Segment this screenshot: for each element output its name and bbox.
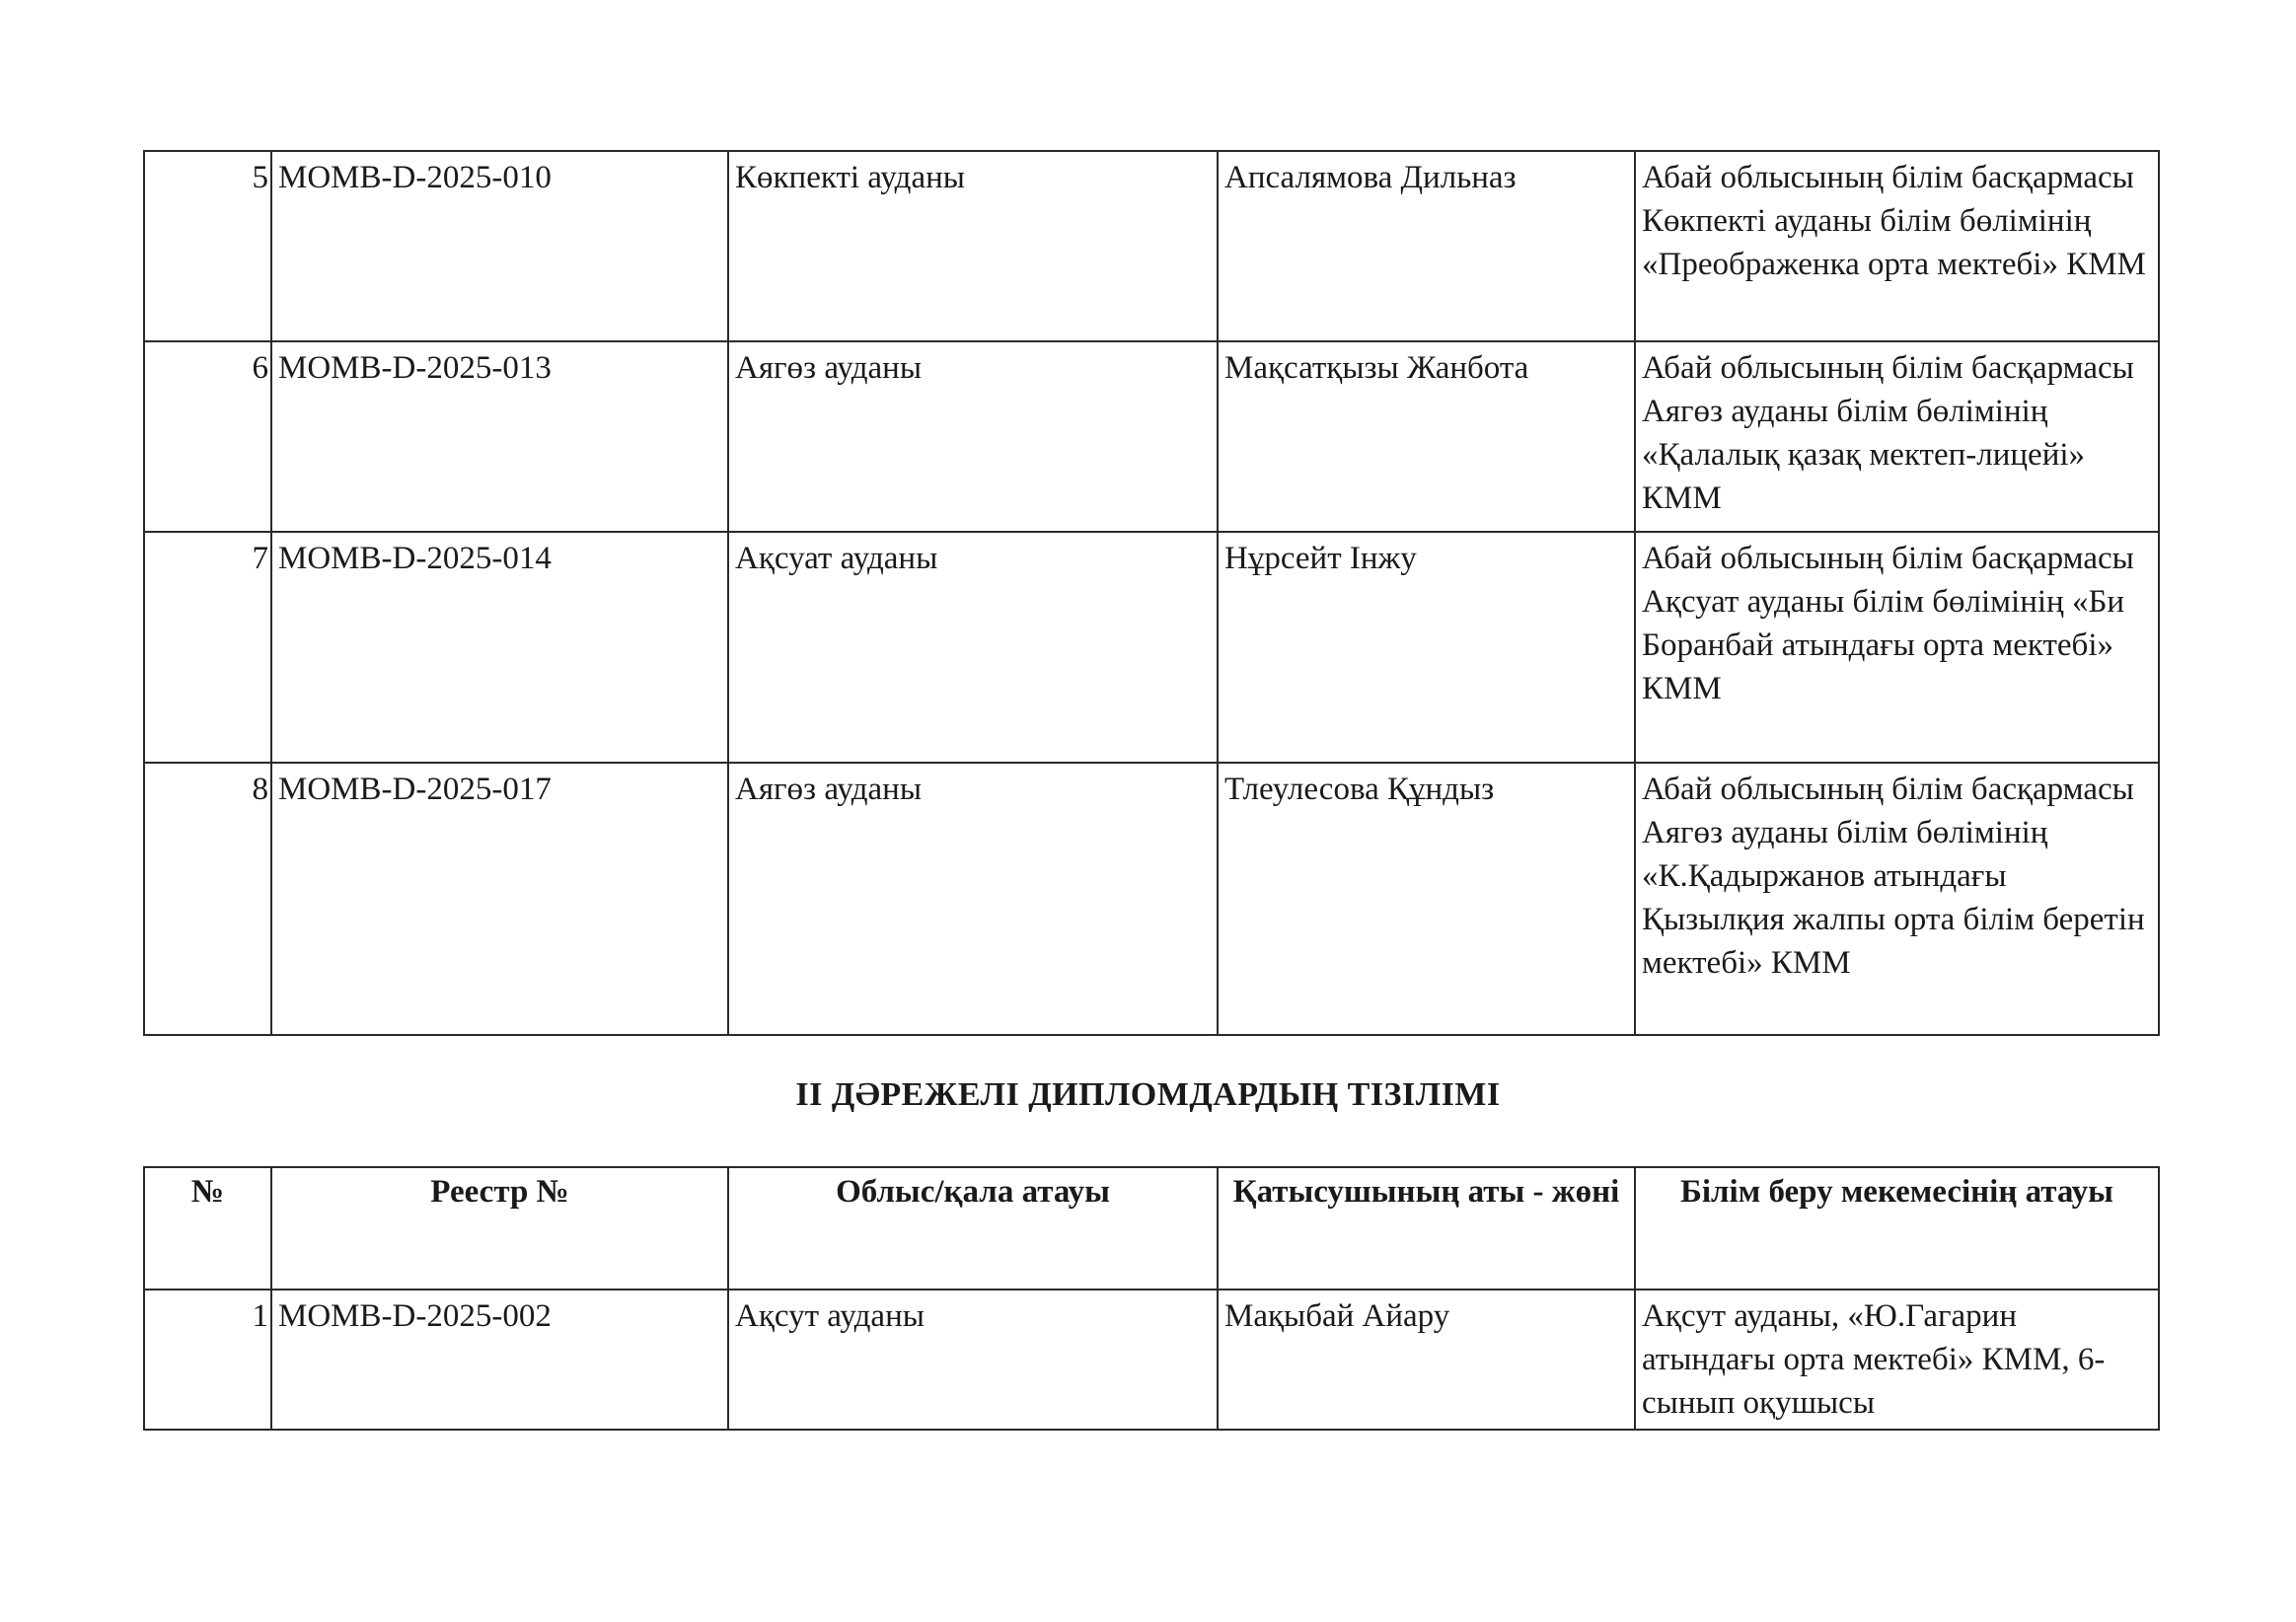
institution-name: Абай облысының білім басқармасы Ақсуат ауданы білім бөлімінің «Би Боранбай атындағы орта мектебі» КММ (1635, 532, 2159, 763)
institution-name: Абай облысының білім басқармасы Аягөз ауданы білім бөлімінің «Қалалық қазақ мектеп-лицейі» КММ (1635, 341, 2159, 532)
district-name: Ақсут ауданы (728, 1290, 1218, 1430)
row-number: 7 (144, 532, 271, 763)
diploma-registry-table-continued (143, 150, 2160, 1036)
row-number: 1 (144, 1290, 271, 1430)
participant-name: Мақыбай Айару (1218, 1290, 1635, 1430)
participant-name: Апсалямова Дильназ (1218, 151, 1635, 341)
participant-name: Тлеулесова Құндыз (1218, 763, 1635, 1035)
participant-name: Мақсатқызы Жанбота (1218, 341, 1635, 532)
table-row (144, 341, 2159, 532)
institution-name: Абай облысының білім басқармасы Көкпекті ауданы білім бөлімінің «Преображенка орта мектебі» КММ (1635, 151, 2159, 341)
registry-number: MOMB-D-2025-002 (271, 1290, 728, 1430)
registry-number: MOMB-D-2025-013 (271, 341, 728, 532)
table-header-row (144, 1167, 2159, 1290)
table-row (144, 151, 2159, 341)
header-registry: Реестр № (271, 1167, 728, 1290)
table-row (144, 1290, 2159, 1430)
row-number: 5 (144, 151, 271, 341)
registry-number: MOMB-D-2025-014 (271, 532, 728, 763)
header-participant: Қатысушының аты - жөні (1218, 1167, 1635, 1290)
district-name: Көкпекті ауданы (728, 151, 1218, 341)
registry-number: MOMB-D-2025-017 (271, 763, 728, 1035)
row-number: 8 (144, 763, 271, 1035)
header-district: Облыс/қала атауы (728, 1167, 1218, 1290)
section-title: II ДӘРЕЖЕЛІ ДИПЛОМДАРДЫҢ ТІЗІЛІМІ (795, 1076, 1501, 1113)
header-institution: Білім беру мекемесінің атауы (1635, 1167, 2159, 1290)
institution-name: Ақсут ауданы, «Ю.Гагарин атындағы орта мектебі» КММ, 6-сынып оқушысы (1635, 1290, 2159, 1430)
table-row (144, 763, 2159, 1035)
district-name: Аягөз ауданы (728, 341, 1218, 532)
district-name: Аягөз ауданы (728, 763, 1218, 1035)
participant-name: Нұрсейт Інжу (1218, 532, 1635, 763)
district-name: Ақсуат ауданы (728, 532, 1218, 763)
institution-name: Абай облысының білім басқармасы Аягөз ауданы білім бөлімінің «К.Қадыржанов атындағы Қызылқия жалпы орта білім беретін мектебі» КММ (1635, 763, 2159, 1035)
registry-number: MOMB-D-2025-010 (271, 151, 728, 341)
row-number: 6 (144, 341, 271, 532)
header-number: № (144, 1167, 271, 1290)
table-row (144, 532, 2159, 763)
second-degree-diploma-table (143, 1166, 2160, 1431)
